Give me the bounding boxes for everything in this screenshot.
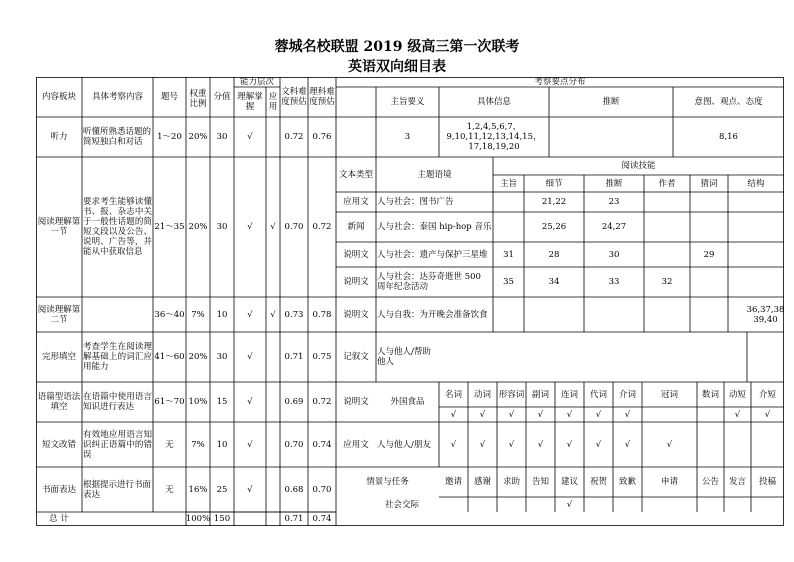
reading2-weight: 7% xyxy=(191,309,205,320)
writing-sci: 0.70 xyxy=(312,484,332,495)
listening-header-info: 具体信息 xyxy=(476,97,511,107)
reading2-topic: 人与自我：为开晚会准备饮食 xyxy=(377,309,488,320)
header-science-difficulty: 理科难度预估 xyxy=(309,87,335,107)
pos-header: 数词 xyxy=(701,389,719,400)
total-weight: 100% xyxy=(186,514,210,524)
writing-module: 书面表达 xyxy=(41,484,76,495)
writing-check: √ xyxy=(247,484,253,495)
correction-content: 有效地应用语言知识纠正语篇中的错误 xyxy=(83,429,152,460)
grammar-mark: √ xyxy=(666,439,673,450)
cloze-mark: √ xyxy=(595,409,602,420)
writing-purpose: 祝贺 xyxy=(589,477,607,487)
grammar-mark: √ xyxy=(537,439,544,450)
header-content: 具体考察内容 xyxy=(91,92,143,102)
listening-intent-value: 8,16 xyxy=(719,132,738,142)
reading1-row2-type: 新闻 xyxy=(347,222,365,232)
total-label: 总 计 xyxy=(49,514,69,524)
reading2-module: 阅读理解第二节 xyxy=(37,304,81,325)
cloze-type: 记叙文 xyxy=(343,352,369,362)
cloze-mark: √ xyxy=(479,409,486,420)
correction-topic: 人与他人/朋友 xyxy=(377,439,431,450)
reading1-row3-main: 31 xyxy=(503,249,514,260)
grammar-mark xyxy=(751,422,784,467)
listening-arts: 0.72 xyxy=(284,132,304,142)
reading2-qno: 36～40 xyxy=(154,309,185,320)
document-subtitle: 英语双向细目表 xyxy=(348,59,446,75)
listening-score: 30 xyxy=(216,132,228,142)
total-sci: 0.74 xyxy=(312,514,332,524)
header-score: 分值 xyxy=(213,92,231,102)
reading1-row3-guess: 29 xyxy=(703,249,715,260)
pos-header: 动短 xyxy=(728,389,746,400)
cloze-topic: 人与他人/帮助他人 xyxy=(377,347,431,367)
header-understand: 理解掌握 xyxy=(237,92,263,112)
pos-header: 介短 xyxy=(758,389,776,400)
grammar-mark xyxy=(697,422,724,467)
writing-purpose: 投稿 xyxy=(758,477,776,487)
reading2-check: √ xyxy=(247,309,253,320)
reading1-row4-detail: 34 xyxy=(548,277,560,287)
grammar-mark: √ xyxy=(624,439,631,450)
cloze-mark: √ xyxy=(566,409,573,420)
reading1-row4-type: 说明文 xyxy=(343,277,369,287)
reading1-row2-detail: 25,26 xyxy=(541,222,567,232)
reading1-row1-type: 应用文 xyxy=(343,197,369,207)
cloze-mark xyxy=(642,407,697,422)
correction-check: √ xyxy=(247,439,253,450)
pos-header: 动词 xyxy=(473,389,491,400)
reading1-header-author: 作者 xyxy=(658,178,676,189)
correction-qno: 无 xyxy=(165,439,174,450)
listening-weight: 20% xyxy=(188,132,208,142)
reading1-qno: 21～35 xyxy=(154,222,185,232)
correction-arts: 0.70 xyxy=(284,439,304,450)
grammar-mark: √ xyxy=(595,439,602,450)
grammar-qno: 61～70 xyxy=(154,397,185,407)
correction-score: 10 xyxy=(216,439,228,450)
grammar-mark: √ xyxy=(566,439,573,450)
reading2-sci: 0.78 xyxy=(312,309,332,320)
header-weight: 权重比例 xyxy=(189,89,207,109)
pos-header: 代词 xyxy=(589,389,607,400)
grammar-content: 在语篇中使用语言知识进行表达 xyxy=(83,392,152,412)
spec-table xyxy=(36,77,784,527)
header-arts-difficulty: 文科难度预估 xyxy=(281,87,307,107)
reading1-header-skill: 阅读技能 xyxy=(621,161,656,171)
correction-type: 应用文 xyxy=(343,439,369,450)
grammar-topic: 外国食品 xyxy=(390,397,425,407)
cloze-mark: √ xyxy=(624,409,631,420)
grammar-module: 语篇型语法填空 xyxy=(37,392,81,412)
pos-header: 介词 xyxy=(618,389,636,400)
reading1-row1-topic: 人与社会：图书广告 xyxy=(377,197,454,207)
writing-purpose: 申请 xyxy=(660,477,678,487)
cloze-mark: √ xyxy=(734,409,741,420)
reading1-row3-infer: 30 xyxy=(608,249,620,260)
listening-header-main: 主旨要义 xyxy=(390,97,425,107)
reading1-header-type: 文本类型 xyxy=(338,169,373,180)
writing-purpose: 感谢 xyxy=(473,477,491,487)
reading1-row3-type: 说明文 xyxy=(343,249,369,260)
reading2-arts: 0.73 xyxy=(284,309,304,320)
reading1-content: 要求考生能够读懂书、报、杂志中关于一般性话题的简短文段以及公告、说明、广告等，并能从中获取信息 xyxy=(83,197,152,257)
cloze-check: √ xyxy=(247,352,253,362)
correction-weight: 7% xyxy=(191,439,205,450)
total-score: 150 xyxy=(213,514,231,524)
cloze-sci: 0.75 xyxy=(312,352,332,362)
writing-purpose: 公告 xyxy=(701,477,719,487)
reading1-row1-infer: 23 xyxy=(608,197,620,207)
reading2-apply-check: √ xyxy=(270,309,276,320)
header-module: 内容板块 xyxy=(41,92,76,102)
listening-sci: 0.76 xyxy=(312,132,332,142)
reading1-row4-infer: 33 xyxy=(608,277,620,287)
listening-check: √ xyxy=(247,132,253,142)
grammar-sci: 0.72 xyxy=(312,397,332,407)
reading1-header-main: 主旨 xyxy=(499,178,517,189)
writing-score: 25 xyxy=(216,484,228,495)
reading1-module: 阅读理解第一节 xyxy=(37,217,81,237)
writing-content: 根据提示进行书面表达 xyxy=(83,479,152,500)
grammar-type: 说明文 xyxy=(343,397,369,407)
writing-purpose: 告知 xyxy=(531,477,549,487)
pos-header: 连词 xyxy=(560,389,578,400)
cloze-mark xyxy=(697,407,724,422)
header-apply: 应用 xyxy=(268,92,278,112)
listening-info-value: 1,2,4,5,6,7，9,10,11,12,13,14,15，17,18,19,20 xyxy=(446,122,542,152)
writing-purpose: 发言 xyxy=(728,477,746,487)
writing-purpose: 致歉 xyxy=(618,477,636,487)
reading2-type: 说明文 xyxy=(343,309,369,320)
listening-qno: 1～20 xyxy=(157,132,182,142)
grammar-mark: √ xyxy=(450,439,457,450)
reading1-weight: 20% xyxy=(188,222,208,232)
reading2-structure: 36,37,38 39,40 xyxy=(747,304,784,325)
listening-header-infer: 推断 xyxy=(602,97,620,107)
writing-weight: 16% xyxy=(188,484,208,495)
reading1-row2-infer: 24,27 xyxy=(601,222,627,232)
cloze-arts: 0.71 xyxy=(284,352,304,362)
cloze-content: 考查学生在阅读理解基础上的词汇应用能力 xyxy=(83,342,152,372)
reading1-header-structure: 结构 xyxy=(747,178,765,189)
grammar-mark: √ xyxy=(479,439,486,450)
pos-header: 形容词 xyxy=(498,389,525,400)
grammar-weight: 10% xyxy=(188,397,208,407)
reading2-score: 10 xyxy=(216,309,228,320)
cloze-qno: 41～60 xyxy=(154,352,185,362)
total-arts: 0.71 xyxy=(284,514,304,524)
writing-context-check: √ xyxy=(566,499,573,510)
pos-header: 冠词 xyxy=(660,389,678,400)
header-distribution: 考察要点分布 xyxy=(534,77,586,87)
writing-purpose: 邀请 xyxy=(444,477,462,487)
grammar-score: 15 xyxy=(216,397,228,407)
reading1-header-infer: 推断 xyxy=(605,178,623,189)
reading1-row2-topic: 人与社会：泰国 hip-hop 音乐 xyxy=(377,222,492,232)
cloze-mark: √ xyxy=(450,409,457,420)
writing-context-header: 情景与任务 xyxy=(366,477,409,487)
reading1-row3-detail: 28 xyxy=(548,249,560,260)
listening-content: 听懂所熟悉话题的简短独白和对话 xyxy=(83,127,152,147)
cloze-weight: 20% xyxy=(188,352,208,362)
cloze-mark: √ xyxy=(508,409,515,420)
correction-sci: 0.74 xyxy=(312,439,332,450)
reading1-row4-main: 35 xyxy=(503,277,514,287)
grammar-mark: √ xyxy=(508,439,515,450)
reading1-header-guess: 猜词 xyxy=(700,178,718,189)
reading1-arts: 0.70 xyxy=(284,222,304,232)
pos-header: 名词 xyxy=(444,389,462,400)
reading1-apply-check: √ xyxy=(270,222,276,232)
header-question-no: 题号 xyxy=(160,92,178,102)
reading1-row3-topic: 人与社会：遗产与保护三星堆 xyxy=(377,249,488,260)
grammar-mark xyxy=(724,422,751,467)
cloze-module: 完形填空 xyxy=(41,352,76,362)
writing-purpose: 建议 xyxy=(560,477,578,487)
writing-qno: 无 xyxy=(165,484,174,495)
cloze-mark: √ xyxy=(537,409,544,420)
cloze-mark: √ xyxy=(764,409,771,420)
pos-header: 副词 xyxy=(531,389,549,400)
document-title: 蓉城名校联盟 2019 级高三第一次联考 xyxy=(274,39,520,55)
grammar-check: √ xyxy=(247,397,253,407)
writing-context-value: 社会交际 xyxy=(384,499,419,510)
reading1-check: √ xyxy=(247,222,253,232)
reading1-row4-topic: 人与社会：达芬奇逝世 500 周年纪念活动 xyxy=(377,272,481,292)
reading1-row4-author: 32 xyxy=(661,277,673,287)
reading1-score: 30 xyxy=(216,222,228,232)
reading1-header-topic: 主题语境 xyxy=(417,169,452,180)
listening-main-value: 3 xyxy=(404,132,411,142)
reading1-header-detail: 细节 xyxy=(545,178,563,189)
correction-module: 短文改错 xyxy=(41,439,76,450)
writing-arts: 0.68 xyxy=(284,484,304,495)
writing-purpose: 求助 xyxy=(502,477,520,487)
reading1-row1-detail: 21,22 xyxy=(541,197,567,207)
reading1-sci: 0.72 xyxy=(312,222,332,232)
listening-module: 听力 xyxy=(50,132,68,142)
cloze-score: 30 xyxy=(216,352,228,362)
listening-header-intent: 意图、观点、态度 xyxy=(694,97,763,107)
header-ability: 能力层次 xyxy=(239,77,274,87)
grammar-arts: 0.69 xyxy=(284,397,304,407)
